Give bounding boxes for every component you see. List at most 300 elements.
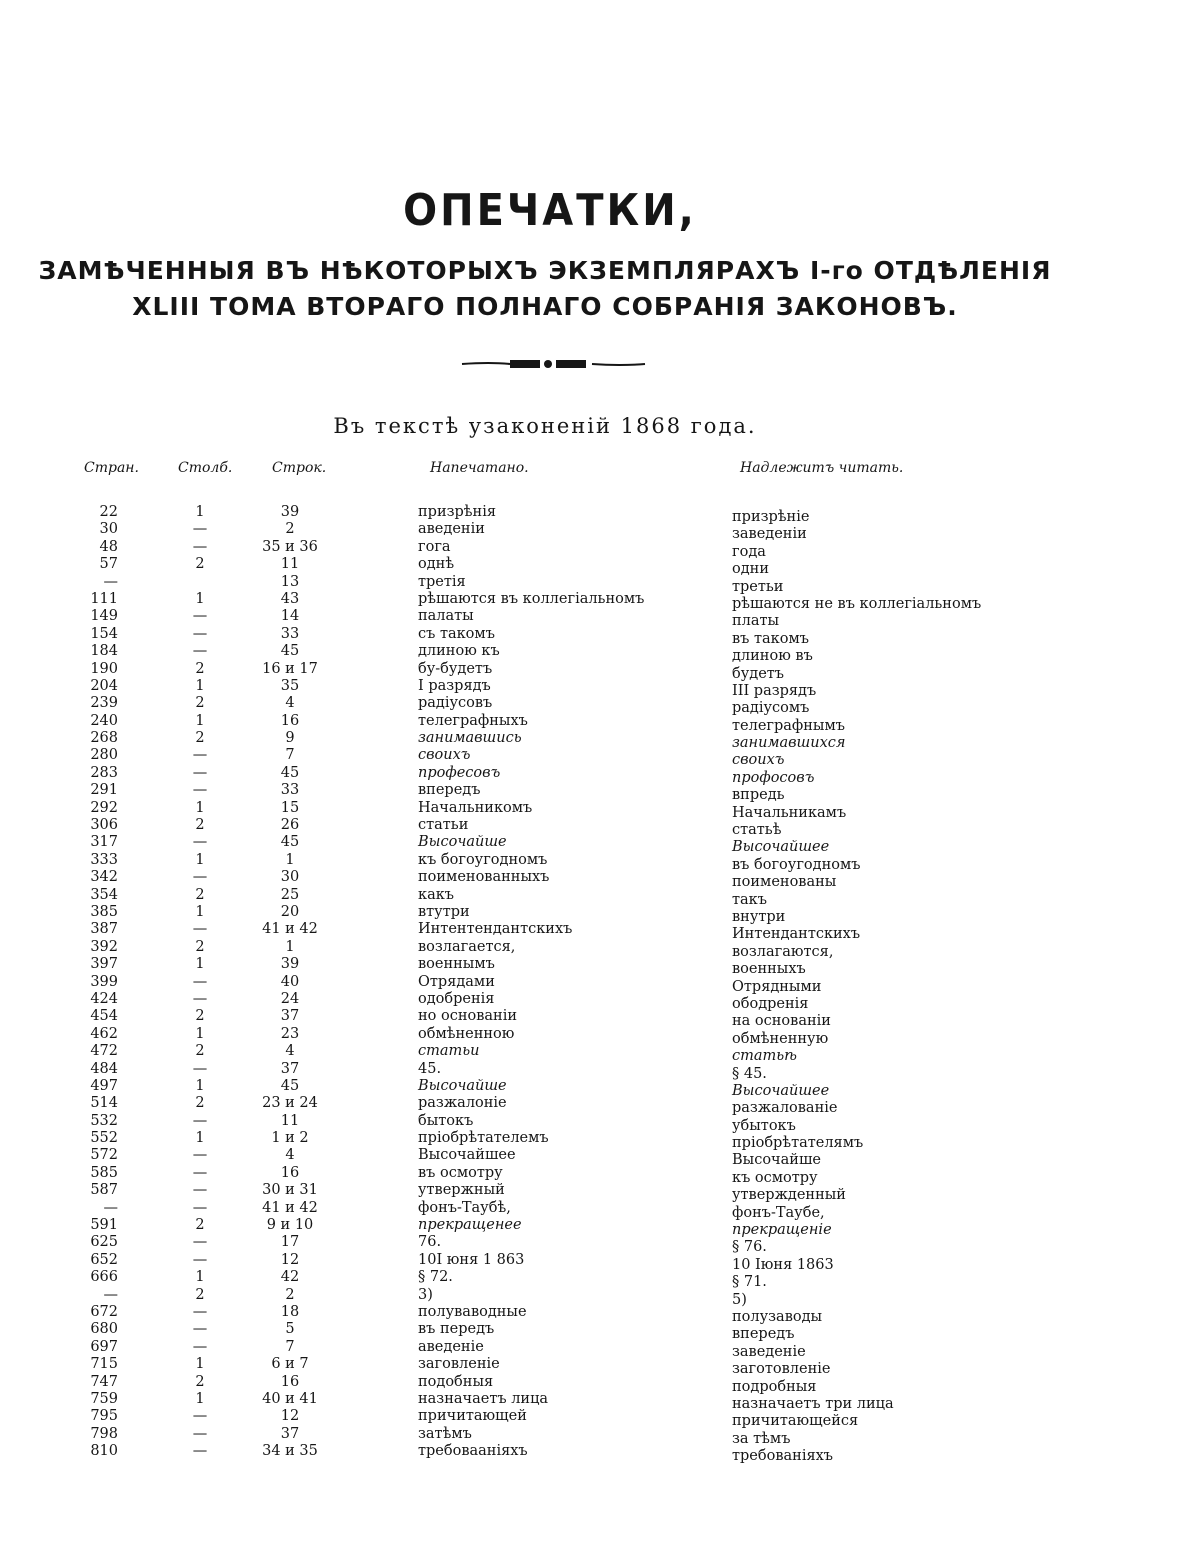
table-row [0,1130,1200,1152]
cell-column: 2 [195,886,205,903]
cell-page: 795 [90,1408,118,1425]
cell-column: 1 [195,1269,205,1286]
table-row [0,1269,1200,1291]
cell-line: 1 и 2 [271,1130,309,1147]
cell-line: 16 [280,1164,300,1181]
cell-printed: палаты [418,608,474,625]
cell-line: 4 [285,1147,295,1164]
cell-page: 57 [99,556,118,573]
cell-page: 462 [90,1025,118,1042]
table-row [0,538,1200,560]
cell-printed: одобренія [418,990,495,1007]
cell-page: 399 [90,973,118,990]
cell-column: — [192,521,208,538]
table-row [0,1321,1200,1343]
cell-correct: назначаетъ три лица [732,1395,894,1412]
cell-printed: прекращенее [418,1217,522,1234]
cell-page: 587 [90,1182,118,1199]
cell-page: 190 [90,660,118,677]
table-row [0,730,1200,752]
header-correct: Надлежитъ читать. [740,460,904,476]
page-title: ОПЕЧАТКИ, [403,186,697,236]
table-row [0,1025,1200,1047]
table-row [0,660,1200,682]
cell-correct: третьи [732,578,784,595]
table-row [0,608,1200,630]
cell-printed: занимавшись [418,730,522,747]
cell-column: 1 [195,903,205,920]
cell-line: 16 [280,712,300,729]
cell-printed: Интентендантскихъ [418,921,573,938]
cell-page: 292 [90,799,118,816]
cell-line: 5 [285,1321,295,1338]
cell-line: 13 [280,573,300,590]
cell-printed: третія [418,573,466,590]
cell-correct: въ такомъ [732,630,809,647]
cell-line: 2 [285,1286,295,1303]
cell-line: 12 [280,1251,300,1268]
cell-column: — [192,1060,208,1077]
table-row [0,1077,1200,1099]
cell-correct: Интендантскихъ [732,926,861,943]
cell-line: 20 [280,903,300,920]
cell-correct: заведеніи [732,526,807,543]
cell-line: 39 [280,504,300,520]
cell-column: 1 [195,1077,205,1094]
cell-correct: будетъ [732,665,785,682]
cell-column: — [192,1303,208,1320]
cell-printed: бу-будетъ [418,660,493,677]
cell-column: — [192,1147,208,1164]
cell-page: 697 [90,1338,118,1355]
cell-page: 798 [90,1425,118,1442]
cell-correct: прекращеніе [732,1222,832,1239]
cell-correct: Начальникамъ [732,804,847,821]
cell-page: 354 [90,886,118,903]
cell-printed: впередъ [418,782,481,799]
header-page: Стран. [84,460,139,476]
cell-column: — [192,834,208,851]
table-row [0,886,1200,908]
cell-column: — [192,990,208,1007]
cell-column: — [192,973,208,990]
cell-line: 40 и 41 [262,1390,318,1407]
cell-page: 747 [90,1373,118,1390]
cell-correct: возлагаются, [732,943,834,960]
cell-page: 392 [90,938,118,955]
subtitle-line-2: XLIII ТОМА ВТОРАГО ПОЛНАГО СОБРАНІЯ ЗАКОНОВЪ. [132,292,958,321]
table-row [0,1182,1200,1204]
cell-printed: но основаніи [418,1008,518,1025]
cell-page: 715 [90,1356,118,1373]
cell-page: 572 [90,1147,118,1164]
table-row [0,1199,1200,1221]
cell-column: — [192,1112,208,1129]
table-row [0,573,1200,595]
cell-page: 306 [90,817,118,834]
cell-correct: фонъ-Таубе, [732,1204,825,1221]
cell-column: 1 [195,799,205,816]
cell-column: — [192,1182,208,1199]
cell-printed: гога [418,538,451,555]
table-row [0,903,1200,925]
cell-correct: § 71. [732,1274,767,1291]
cell-printed: I разрядъ [418,677,491,694]
cell-line: 34 и 35 [262,1443,318,1460]
cell-page: 532 [90,1112,118,1129]
cell-line: 43 [280,590,300,607]
cell-correct: причитающейся [732,1413,859,1430]
cell-page: 552 [90,1130,118,1147]
cell-page: 30 [99,521,118,538]
cell-column: 2 [195,695,205,712]
cell-line: 42 [280,1269,300,1286]
cell-line: 14 [280,608,300,625]
cell-printed: обмѣненною [418,1025,515,1042]
cell-line: 45 [280,1077,300,1094]
table-row [0,1251,1200,1273]
cell-column: 2 [195,1286,205,1303]
cell-printed: Отрядами [418,973,495,990]
cell-printed: въ осмотру [418,1164,503,1181]
table-row [0,625,1200,647]
cell-printed: военнымъ [418,956,495,973]
cell-correct: пріобрѣтателямъ [732,1135,864,1152]
cell-printed: призрѣнія [418,504,496,520]
cell-column: 1 [195,712,205,729]
ornament-divider [460,354,650,374]
cell-printed: Начальникомъ [418,799,533,816]
cell-printed: радіусовъ [418,695,493,712]
cell-column: 1 [195,851,205,868]
cell-column: — [192,538,208,555]
cell-page: — [103,1199,118,1216]
cell-printed: однѣ [418,556,455,573]
cell-printed: 45. [418,1060,442,1077]
cell-column: — [192,1234,208,1251]
table-row [0,590,1200,612]
cell-column: 1 [195,1025,205,1042]
cell-line: 15 [280,799,300,816]
cell-printed: аведеніе [418,1338,484,1355]
cell-column: — [192,747,208,764]
cell-column: — [192,869,208,886]
cell-column: 2 [195,730,205,747]
cell-printed: затѣмъ [418,1425,472,1442]
cell-line: 4 [285,1043,295,1060]
cell-correct: убытокъ [732,1117,796,1134]
table-row [0,1408,1200,1430]
table-row [0,1356,1200,1378]
cell-line: 30 [280,869,300,886]
cell-page: 385 [90,903,118,920]
cell-correct: впредь [732,787,785,804]
cell-line: 1 [285,938,295,955]
cell-page: 759 [90,1390,118,1407]
cell-line: 11 [280,1112,300,1129]
cell-line: 45 [280,643,300,660]
table-row [0,677,1200,699]
errata-table [0,504,1200,1465]
cell-page: 111 [90,590,118,607]
cell-column: 1 [195,1130,205,1147]
cell-page: 317 [90,834,118,851]
cell-line: 39 [280,956,300,973]
cell-printed: аведеніи [418,521,485,538]
cell-column: 2 [195,938,205,955]
cell-printed: пріобрѣтателемъ [418,1130,549,1147]
cell-correct: занимавшихся [732,735,846,752]
cell-printed: втутри [418,903,470,920]
cell-correct: Высочайшее [732,839,830,856]
cell-column: — [192,1443,208,1460]
cell-line: 12 [280,1408,300,1425]
cell-line: 17 [280,1234,300,1251]
cell-printed: къ богоугодномъ [418,851,548,868]
cell-column: 2 [195,817,205,834]
cell-correct: статьѣ [732,1048,797,1065]
cell-page: 333 [90,851,118,868]
cell-correct: поименованы [732,874,837,891]
cell-correct: Высочайшее [732,1082,830,1099]
cell-page: 454 [90,1008,118,1025]
cell-page: 149 [90,608,118,625]
table-row [0,1425,1200,1447]
cell-printed: Высочайшее [418,1147,516,1164]
table-row [0,1303,1200,1325]
cell-correct: такъ [732,891,767,908]
section-heading: Въ текстѣ узаконеній 1868 года. [333,414,757,438]
table-row [0,1095,1200,1117]
table-row [0,1008,1200,1030]
cell-printed: съ такомъ [418,625,495,642]
cell-page: — [103,573,118,590]
cell-column: — [192,1338,208,1355]
cell-printed: своихъ [418,747,471,764]
cell-correct: платы [732,613,780,630]
cell-column: — [192,921,208,938]
cell-correct: заготовленіе [732,1361,831,1378]
cell-column: 2 [195,1008,205,1025]
table-row [0,938,1200,960]
cell-column: 1 [195,1390,205,1407]
cell-column: 1 [195,590,205,607]
cell-printed: рѣшаются въ коллегіальномъ [418,590,645,607]
cell-page: 672 [90,1303,118,1320]
cell-correct: на основаніи [732,1013,831,1030]
cell-line: 7 [285,1338,295,1355]
table-row [0,799,1200,821]
cell-line: 37 [280,1008,300,1025]
cell-printed: длиною къ [418,643,500,660]
cell-correct: ободренія [732,995,809,1012]
table-row [0,921,1200,943]
table-row [0,1443,1200,1465]
cell-correct: заведеніе [732,1343,806,1360]
cell-printed: 3) [418,1286,433,1303]
cell-column: 1 [195,956,205,973]
cell-printed: 76. [418,1234,442,1251]
table-row [0,1164,1200,1186]
header-line: Строк. [272,460,327,476]
cell-printed: утвержный [418,1182,505,1199]
cell-printed: статьи [418,817,469,834]
table-row [0,1373,1200,1395]
table-row [0,973,1200,995]
cell-correct: обмѣненную [732,1030,829,1047]
table-row [0,1234,1200,1256]
cell-correct: въ богоугодномъ [732,856,861,873]
cell-correct: призрѣніе [732,509,810,525]
cell-page: 268 [90,730,118,747]
cell-page: 283 [90,764,118,781]
cell-column: 2 [195,1095,205,1112]
cell-correct: III разрядъ [732,682,817,699]
cell-line: 24 [280,990,300,1007]
table-row [0,643,1200,665]
cell-line: 30 и 31 [262,1182,318,1199]
cell-line: 25 [280,886,300,903]
cell-printed: 10І юня 1 863 [418,1251,525,1268]
table-row [0,1338,1200,1360]
subtitle-line-1: ЗАМѢЧЕННЫЯ ВЪ НѢКОТОРЫХЪ ЭКЗЕМПЛЯРАХЪ I-го ОТДѢЛЕНІЯ [38,256,1052,285]
cell-column: 2 [195,556,205,573]
cell-column: — [192,764,208,781]
cell-page: 239 [90,695,118,712]
table-row [0,1060,1200,1082]
cell-correct: профосовъ [732,769,815,786]
cell-printed: професовъ [418,764,501,781]
cell-line: 9 [285,730,295,747]
table-row [0,1390,1200,1412]
cell-printed: статьи [418,1043,480,1060]
cell-page: 48 [99,538,118,555]
table-row [0,1286,1200,1308]
table-row [0,782,1200,804]
table-row [0,817,1200,839]
cell-page: 342 [90,869,118,886]
cell-printed: возлагается, [418,938,516,955]
cell-column: — [192,1321,208,1338]
table-row [0,834,1200,856]
cell-column: — [192,1164,208,1181]
cell-correct: 5) [732,1291,747,1308]
cell-correct: радіусомъ [732,700,810,717]
cell-line: 45 [280,834,300,851]
table-row [0,851,1200,873]
cell-column: — [192,1199,208,1216]
cell-line: 33 [280,625,300,642]
table-row [0,990,1200,1012]
cell-line: 4 [285,695,295,712]
cell-correct: § 76. [732,1239,767,1256]
cell-page: 497 [90,1077,118,1094]
cell-line: 26 [280,817,300,834]
cell-column: — [192,625,208,642]
cell-column: 1 [195,504,205,520]
table-row [0,1112,1200,1134]
cell-correct: года [732,543,766,560]
cell-correct: требованіяхъ [732,1448,834,1465]
cell-correct: Отрядными [732,978,822,995]
cell-printed: Высочайше [418,834,507,851]
cell-column: 2 [195,1043,205,1060]
cell-column: — [192,782,208,799]
cell-page: — [103,1286,118,1303]
cell-correct: къ осмотру [732,1169,818,1186]
table-row [0,764,1200,786]
table-row [0,1043,1200,1065]
table-row [0,556,1200,578]
cell-printed: Высочайше [418,1077,507,1094]
cell-correct: Высочайше [732,1152,822,1169]
cell-printed: телеграфныхъ [418,712,528,729]
cell-correct: § 45. [732,1065,767,1082]
cell-printed: заговленіе [418,1356,500,1373]
cell-column: 2 [195,1373,205,1390]
table-row [0,869,1200,891]
cell-printed: причитающей [418,1408,527,1425]
cell-line: 40 [280,973,300,990]
cell-column: 1 [195,1356,205,1373]
cell-page: 397 [90,956,118,973]
cell-correct: разжалованіе [732,1100,838,1117]
cell-page: 810 [90,1443,118,1460]
cell-column: 2 [195,1217,205,1234]
cell-line: 16 и 17 [262,660,318,677]
cell-page: 240 [90,712,118,729]
cell-page: 424 [90,990,118,1007]
cell-column: — [192,643,208,660]
cell-page: 652 [90,1251,118,1268]
cell-page: 666 [90,1269,118,1286]
cell-printed: § 72. [418,1269,453,1286]
cell-line: 2 [285,521,295,538]
cell-printed: фонъ-Таубѣ, [418,1199,511,1216]
table-row [0,504,1200,525]
cell-line: 23 и 24 [262,1095,318,1112]
cell-line: 45 [280,764,300,781]
cell-page: 280 [90,747,118,764]
cell-page: 472 [90,1043,118,1060]
cell-printed: разжалоніе [418,1095,507,1112]
cell-line: 37 [280,1425,300,1442]
cell-printed: какъ [418,886,454,903]
table-row [0,956,1200,978]
cell-correct: длиною въ [732,648,813,665]
table-row [0,695,1200,717]
cell-column: 1 [195,677,205,694]
cell-line: 11 [280,556,300,573]
cell-correct: утвержденный [732,1187,846,1204]
cell-line: 16 [280,1373,300,1390]
header-column: Столб. [178,460,233,476]
table-row [0,1217,1200,1239]
cell-line: 41 и 42 [262,1199,318,1216]
cell-line: 1 [285,851,295,868]
cell-correct: телеграфнымъ [732,717,845,734]
cell-column: 2 [195,660,205,677]
cell-printed: бытокъ [418,1112,474,1129]
cell-page: 204 [90,677,118,694]
cell-line: 33 [280,782,300,799]
cell-column: — [192,1251,208,1268]
cell-correct: одни [732,561,769,578]
cell-line: 7 [285,747,295,764]
cell-page: 585 [90,1164,118,1181]
cell-line: 41 и 42 [262,921,318,938]
cell-page: 387 [90,921,118,938]
